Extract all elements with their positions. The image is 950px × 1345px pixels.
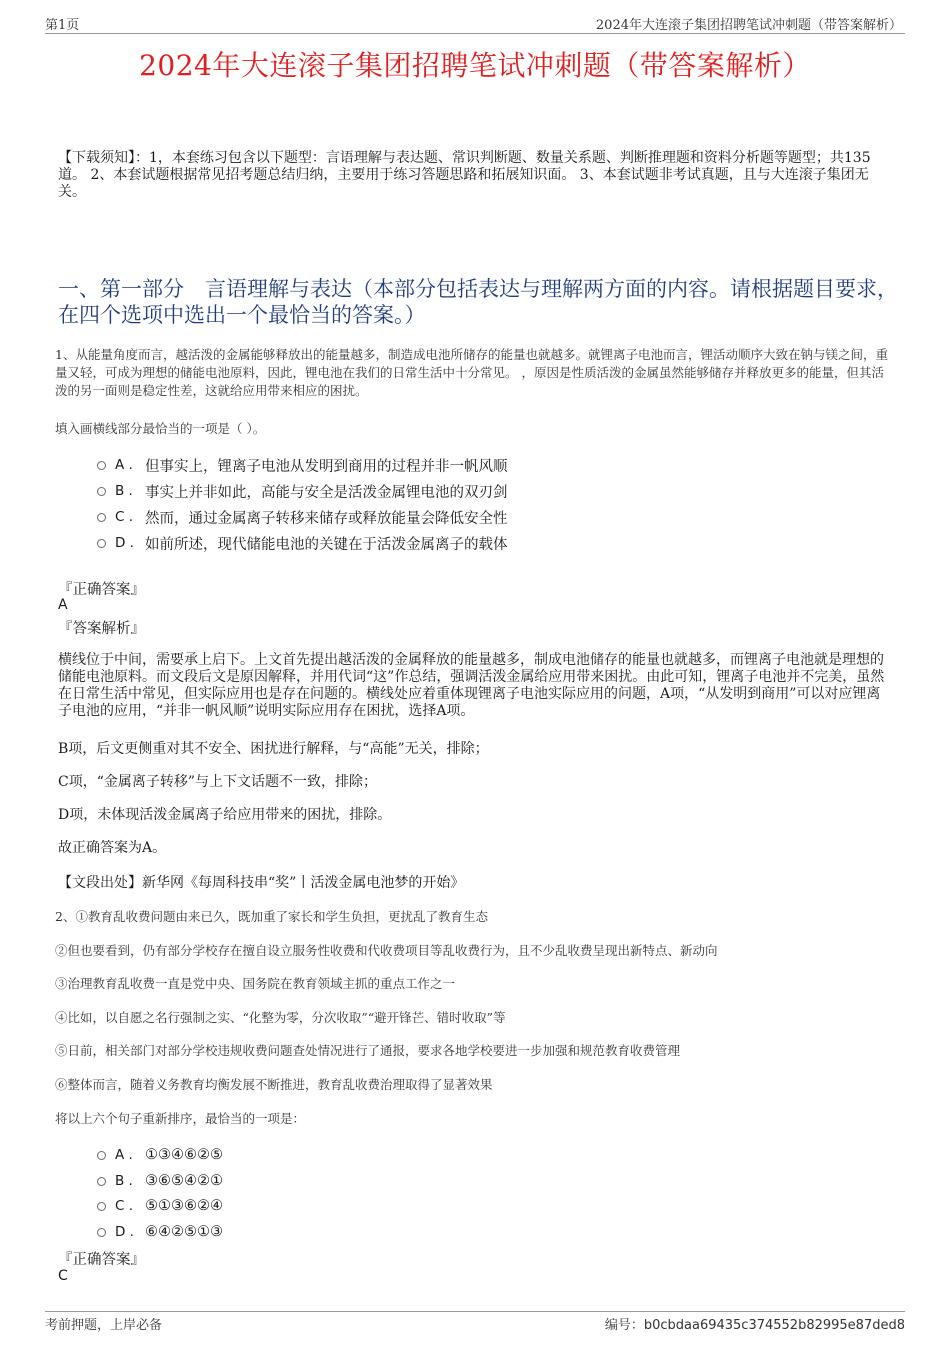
q2-answer-label: 『正确答案』	[58, 1252, 145, 1268]
option-text: ③⑥⑤④②①	[145, 1173, 223, 1189]
footer-code-label: 编号：	[604, 1318, 644, 1333]
option-text: ①③④⑥②⑤	[145, 1147, 223, 1163]
q1-option-b[interactable]	[97, 480, 508, 502]
q2-sentence-1: 2、①教育乱收费问题由来已久，既加重了家长和学生负担，更扰乱了教育生态	[55, 909, 488, 924]
q2-prompt: 将以上六个句子重新排序，最恰当的一项是：	[55, 1111, 306, 1126]
option-text: 事实上并非如此，高能与安全是活泼金属锂电池的双刃剑	[145, 484, 508, 501]
q2-option-d[interactable]	[97, 1221, 223, 1243]
q1-analysis-d: D项，未体现活泼金属离子给应用带来的困扰，排除。	[58, 807, 392, 823]
q2-answer: C	[58, 1268, 68, 1284]
option-letter: A .	[115, 1147, 133, 1163]
section-heading: 一、第一部分 言语理解与表达（本部分包括表达与理解两方面的内容。请根据题目要求，在四个选项中选出一个最恰当的答案。）	[58, 277, 898, 327]
header-divider	[45, 33, 905, 34]
option-text: 如前所述，现代储能电池的关键在于活泼金属离子的载体	[145, 536, 508, 553]
radio-icon[interactable]	[97, 539, 106, 548]
radio-icon[interactable]	[97, 461, 106, 470]
footer-divider	[45, 1311, 905, 1312]
q1-analysis-main: 横线位于中间，需要承上启下。上文首先提出越活泼的金属释放的能量越多，制成电池储存的能量也就越多，而锂离子电池就是理想的储能电池原料。而文段后文是原因解释，并用代词“这”作总结，强调活泼金属给应用带来困扰。由此可知，锂离子电池并不完美，虽然在日常生活中常见，但实际应用也是存在问题的。横线处应着重体现锂离子电池实际应用的问题，A项，“从发明到商用”可以对应锂离子电池的应用，“并非一帆风顺”说明实际应用存在困扰，选择A项。	[58, 652, 885, 719]
q1-passage: 1、从能量角度而言，越活泼的金属能够释放出的能量越多，制造成电池所储存的能量也就越多。就锂离子电池而言，锂活动顺序大致在钠与镁之间，重量又轻，可成为理想的储能电池原料，因此，锂电池在我们的日常生活中十分常见。 ，原因是性质活泼的金属虽然能够储存并释放更多的能量，但其活泼的另一面则是稳定性差，这就给应用带来相应的困扰。	[55, 347, 888, 398]
q1-answer-label: 『正确答案』	[58, 582, 145, 598]
q1-option-a[interactable]	[97, 454, 508, 476]
q2-sentence-3: ③治理教育乱收费一直是党中央、国务院在教育领域主抓的重点工作之一	[55, 976, 456, 991]
option-letter: C .	[115, 1198, 134, 1214]
q1-analysis-c: C项，“金属离子转移”与上下文话题不一致，排除；	[58, 774, 378, 790]
page-number: 第1页	[45, 18, 80, 33]
q2-sentence-5: ⑤日前，相关部门对部分学校违规收费问题查处情况进行了通报，要求各地学校要进一步加强和规范教育收费管理	[55, 1043, 681, 1058]
footer-slogan: 考前押题，上岸必备	[45, 1318, 163, 1333]
q2-option-a[interactable]	[97, 1144, 223, 1166]
option-text: ⑤①③⑥②④	[145, 1198, 223, 1214]
q2-sentence-6: ⑥整体而言，随着义务教育均衡发展不断推进，教育乱收费治理取得了显著效果	[55, 1077, 493, 1092]
document-title: 2024年大连滚子集团招聘笔试冲刺题（带答案解析）	[139, 49, 811, 82]
radio-icon[interactable]	[97, 513, 106, 522]
option-letter: A .	[115, 457, 133, 473]
radio-icon[interactable]	[97, 1228, 106, 1237]
q1-option-d[interactable]	[97, 532, 508, 554]
q1-source: 【文段出处】新华网《每周科技串“奖”丨活泼金属电池梦的开始》	[58, 875, 465, 891]
radio-icon[interactable]	[97, 1177, 106, 1186]
q2-sentence-4: ④比如，以自愿之名行强制之实、“化整为零，分次收取”“避开锋芒、错时收取”等	[55, 1010, 506, 1025]
option-text: 但事实上，锂离子电池从发明到商用的过程并非一帆风顺	[145, 458, 508, 475]
header-doc-title: 2024年大连滚子集团招聘笔试冲刺题（带答案解析）	[595, 18, 902, 33]
q1-answer: A	[58, 597, 68, 613]
q1-option-c[interactable]	[97, 506, 508, 528]
q1-analysis-conclusion: 故正确答案为A。	[58, 840, 167, 856]
q2-option-b[interactable]	[97, 1170, 223, 1192]
download-notice: 【下载须知】：1，本套练习包含以下题型：言语理解与表达题、常识判断题、数量关系题、判断推理题和资料分析题等题型；共135道。 2、本套试题根据常见招考题总结归纳，主要用于练习答题思路和拓展知识面。 3、本套试题非考试真题，且与大连滚子集团无关。	[58, 150, 871, 200]
radio-icon[interactable]	[97, 1151, 106, 1160]
option-letter: B .	[115, 483, 133, 499]
q2-option-c[interactable]	[97, 1195, 223, 1217]
q1-analysis-b: B项，后文更侧重对其不安全、困扰进行解释，与“高能”无关，排除；	[58, 741, 489, 757]
footer-code	[605, 1314, 905, 1333]
option-letter: B .	[115, 1173, 133, 1189]
radio-icon[interactable]	[97, 1202, 106, 1211]
option-letter: C .	[115, 509, 134, 525]
option-letter: D .	[115, 1224, 134, 1240]
footer-code-value: b0cbdaa69435c374552b82995e87ded8	[643, 1318, 905, 1333]
option-text: 然而，通过金属离子转移来储存或释放能量会降低安全性	[145, 510, 508, 527]
q2-sentence-2: ②但也要看到，仍有部分学校存在擅自设立服务性收费和代收费项目等乱收费行为，且不少乱收费呈现出新特点、新动向	[55, 943, 718, 958]
radio-icon[interactable]	[97, 487, 106, 496]
option-letter: D .	[115, 535, 134, 551]
q1-prompt: 填入画横线部分最恰当的一项是（ ）。	[55, 421, 266, 436]
option-text: ⑥④②⑤①③	[145, 1224, 223, 1240]
q1-analysis-label: 『答案解析』	[58, 621, 145, 637]
